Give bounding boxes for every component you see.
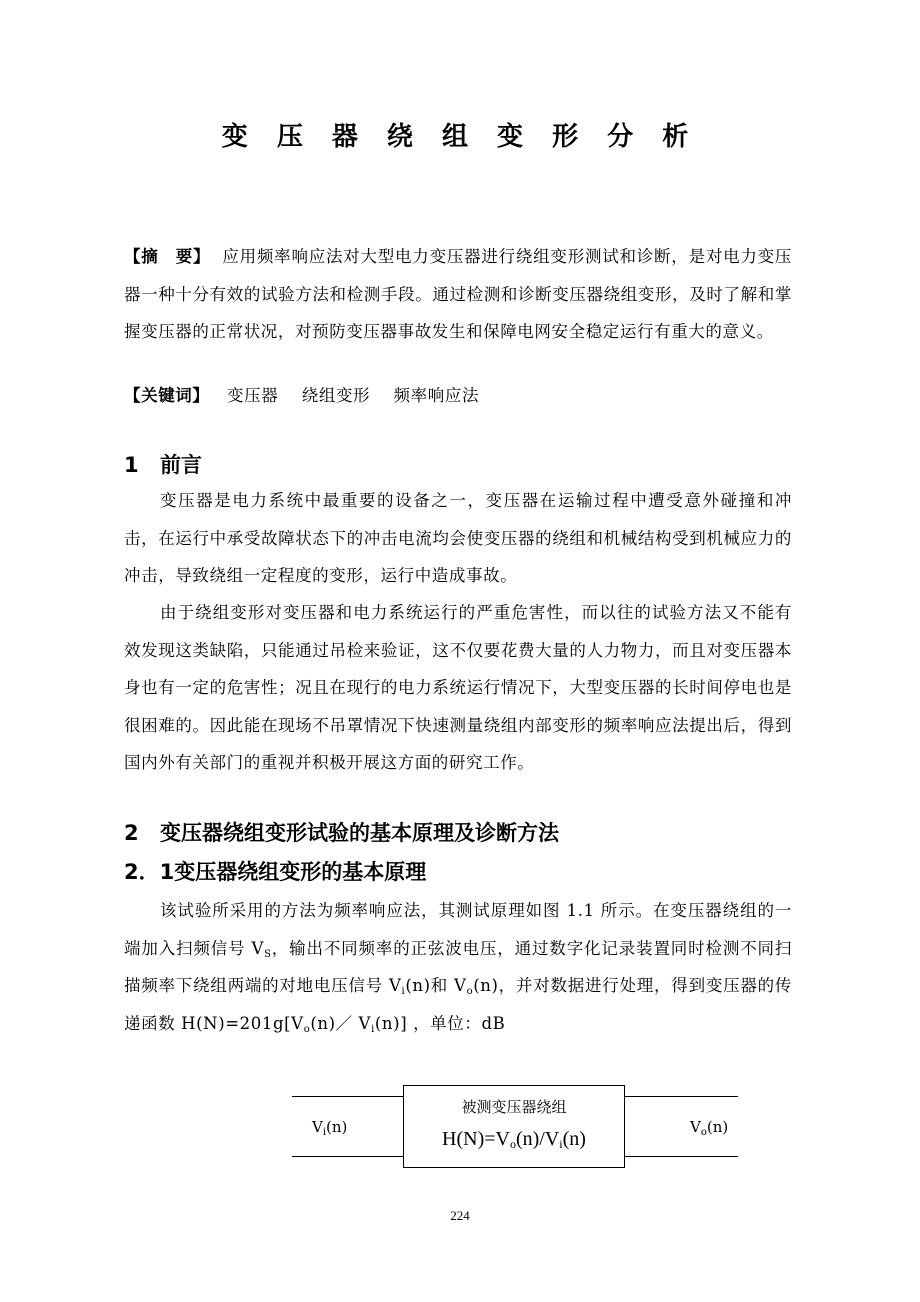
test-principle-diagram <box>292 1082 740 1172</box>
winding-box <box>403 1085 625 1168</box>
keywords-paragraph <box>124 377 792 415</box>
text-run: (n)和 V <box>405 976 467 995</box>
keyword-item: 变压器 <box>227 386 279 405</box>
section-number: 2 <box>124 821 139 845</box>
output-line-bottom <box>625 1156 738 1157</box>
formula-run: (n) <box>562 1128 586 1150</box>
subscript: i <box>322 1127 327 1138</box>
formula-run: H(N)=V <box>442 1128 510 1150</box>
subscript: S <box>264 948 272 960</box>
abstract-paragraph <box>124 238 792 351</box>
input-signal-label <box>312 1118 347 1136</box>
signal-run: (n) <box>326 1118 348 1136</box>
section-heading-1 <box>124 449 202 479</box>
page-number: 224 <box>450 1208 470 1223</box>
subscript: o <box>509 1137 516 1151</box>
text-run: (n)] ，单位：dB <box>374 1013 506 1033</box>
subscript: i <box>559 1137 563 1151</box>
body-paragraph: 变压器是电力系统中最重要的设备之一，变压器在运输过程中遭受意外碰撞和冲击，在运行中承受故障状态下的冲击电流均会使变压器的绕组和机械结构受到机械应力的冲击，导致绕组一定程度的变形，运行中造成事故。 <box>124 491 792 585</box>
document-title: 变 压 器 绕 组 变 形 分 析 <box>221 122 699 152</box>
transfer-function-formula <box>404 1128 624 1151</box>
input-line-top <box>292 1096 403 1097</box>
keyword-item: 绕组变形 <box>301 386 371 405</box>
signal-run: V <box>312 1118 323 1136</box>
text-run: ，输出不同频率的正弦波电压，通过数字化记录装置同时检测不同扫描频率下绕组两端的对地电压信号 V <box>124 938 793 995</box>
body-paragraph: 由于绕组变形对变压器和电力系统运行的严重危害性，而以往的试验方法又不能有效发现这类缺陷，只能通过吊检来验证，这不仅要花费大量的人力物力，而且对变压器本身也有一定的危害性；况且在现行的电力系统运行情况下，大型变压器的长时间停电也是很困难的。因此能在现场不吊罩情况下快速测量绕组内部变形的频率响应法提出后，得到国内外有关部门的重视并积极开展这方面的研究工作。 <box>124 603 792 772</box>
abstract-text: 应用频率响应法对大型电力变压器进行绕组变形测试和诊断，是对电力变压器一种十分有效的试验方法和检测手段。通过检测和诊断变压器绕组变形，及时了解和掌握变压器的正常状况，对预防变压器事故发生和保障电网安全稳定运行有重大的意义。 <box>124 247 792 341</box>
subscript: o <box>700 1127 707 1138</box>
section-heading-2 <box>124 817 559 847</box>
text-run: 该试验所采用的方法为频率响应法，其测试原理如图 1.1 所示。在变压器绕组的一端加入扫频信号 V <box>124 901 792 958</box>
subscript: o <box>303 1023 311 1035</box>
subscript: o <box>466 986 474 997</box>
subscript: i <box>401 986 406 997</box>
text-run: (n)／ V <box>310 1013 372 1033</box>
signal-run: V <box>690 1118 701 1136</box>
input-line-bottom <box>292 1156 403 1157</box>
keywords-label: 【关键词】 <box>124 386 210 405</box>
formula-run: (n)/V <box>515 1128 560 1150</box>
signal-run: (n) <box>706 1118 729 1136</box>
output-signal-label <box>690 1118 728 1136</box>
section-title: 变压器绕组变形的基本原理 <box>174 860 427 884</box>
section-number: 1 <box>124 453 139 477</box>
section-title: 前言 <box>160 453 202 477</box>
section-title: 变压器绕组变形试验的基本原理及诊断方法 <box>160 821 559 845</box>
section-number: 2．1 <box>124 860 175 884</box>
abstract-label: 【摘 要】 <box>124 247 211 266</box>
principle-paragraph <box>124 892 792 1042</box>
output-line-top <box>625 1096 738 1097</box>
text-run: (n)，并对数据进行处理，得到变压器的传递函数 H(N)=201g[V <box>124 976 792 1033</box>
winding-box-label: 被测变压器绕组 <box>461 1098 567 1116</box>
subsection-heading-2-1 <box>124 856 426 886</box>
subscript: i <box>371 1023 375 1035</box>
keyword-item: 频率响应法 <box>393 386 480 405</box>
